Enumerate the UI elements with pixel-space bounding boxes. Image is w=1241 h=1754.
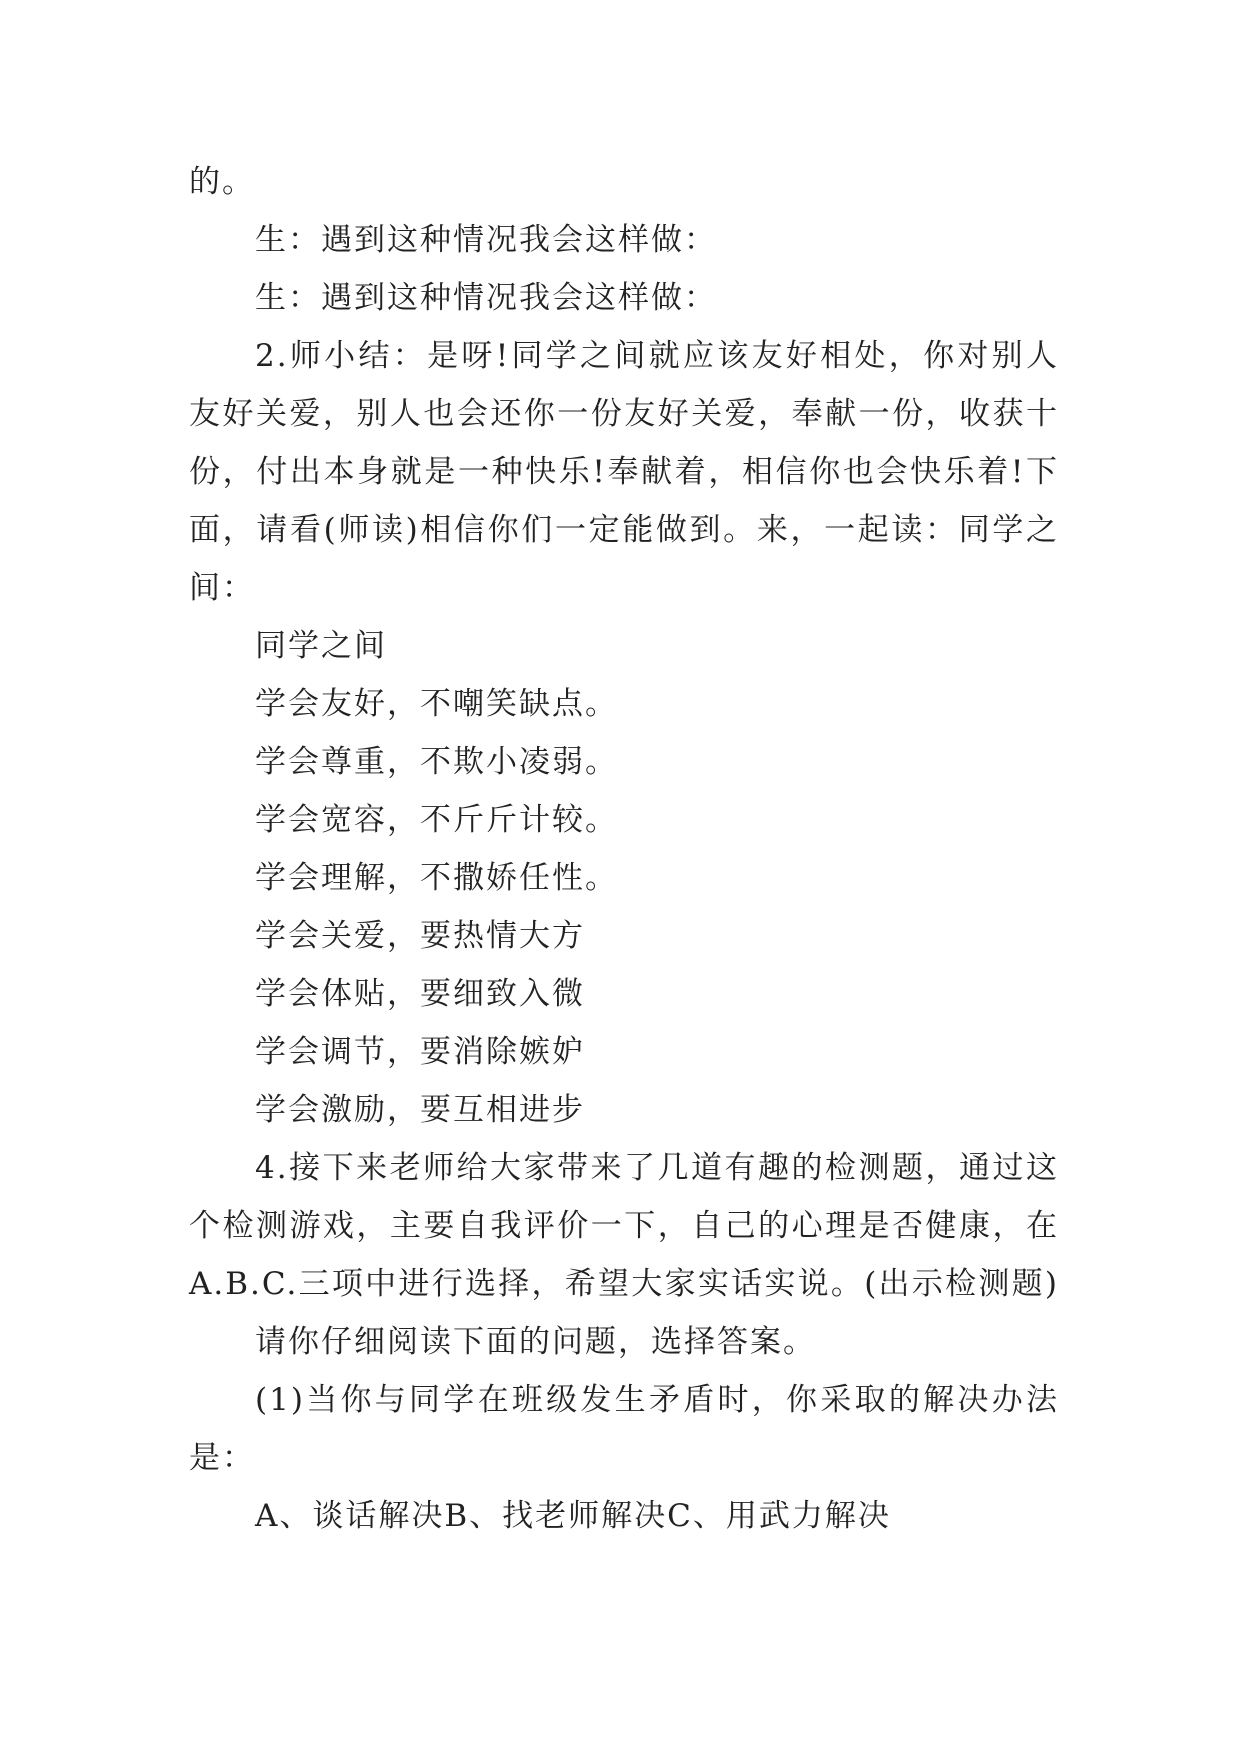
teacher-summary-line: 间： <box>189 570 255 606</box>
instruction-line: 请你仔细阅读下面的问题，选择答案。 <box>255 1324 816 1360</box>
poem-title: 同学之间 <box>255 628 387 664</box>
teacher-summary-line: 友好关爱，别人也会还你一份友好关爱，奉献一份，收获十 <box>189 396 1059 432</box>
poem-line: 学会关爱，要热情大方 <box>255 918 585 954</box>
question-line: 是： <box>189 1440 255 1476</box>
poem-line: 学会尊重，不欺小凌弱。 <box>255 744 618 780</box>
test-intro-line: 个检测游戏，主要自我评价一下，自己的心理是否健康，在 <box>189 1208 1059 1244</box>
teacher-summary-line: 2.师小结：是呀!同学之间就应该友好相处，你对别人 <box>255 338 1059 374</box>
test-intro-line: 4.接下来老师给大家带来了几道有趣的检测题，通过这 <box>255 1150 1059 1186</box>
question-line: (1)当你与同学在班级发生矛盾时，你采取的解决办法 <box>255 1382 1059 1418</box>
paragraph-line: 的。 <box>189 164 255 200</box>
test-intro-line: A.B.C.三项中进行选择，希望大家实话实说。(出示检测题) <box>189 1266 1059 1302</box>
document-body <box>189 153 1059 1545</box>
poem-line: 学会体贴，要细致入微 <box>255 976 585 1012</box>
student-response-line: 生：遇到这种情况我会这样做： <box>255 222 717 258</box>
poem-line: 学会理解，不撒娇任性。 <box>255 860 618 896</box>
student-response-line: 生：遇到这种情况我会这样做： <box>255 280 717 316</box>
teacher-summary-line: 份，付出本身就是一种快乐!奉献着，相信你也会快乐着!下 <box>189 454 1059 490</box>
poem-line: 学会宽容，不斤斤计较。 <box>255 802 618 838</box>
poem-line: 学会友好，不嘲笑缺点。 <box>255 686 618 722</box>
teacher-summary-line: 面，请看(师读)相信你们一定能做到。来，一起读：同学之 <box>189 512 1059 548</box>
answer-options: A、谈话解决B、找老师解决C、用武力解决 <box>255 1498 891 1534</box>
poem-line: 学会调节，要消除嫉妒 <box>255 1034 585 1070</box>
poem-line: 学会激励，要互相进步 <box>255 1092 585 1128</box>
